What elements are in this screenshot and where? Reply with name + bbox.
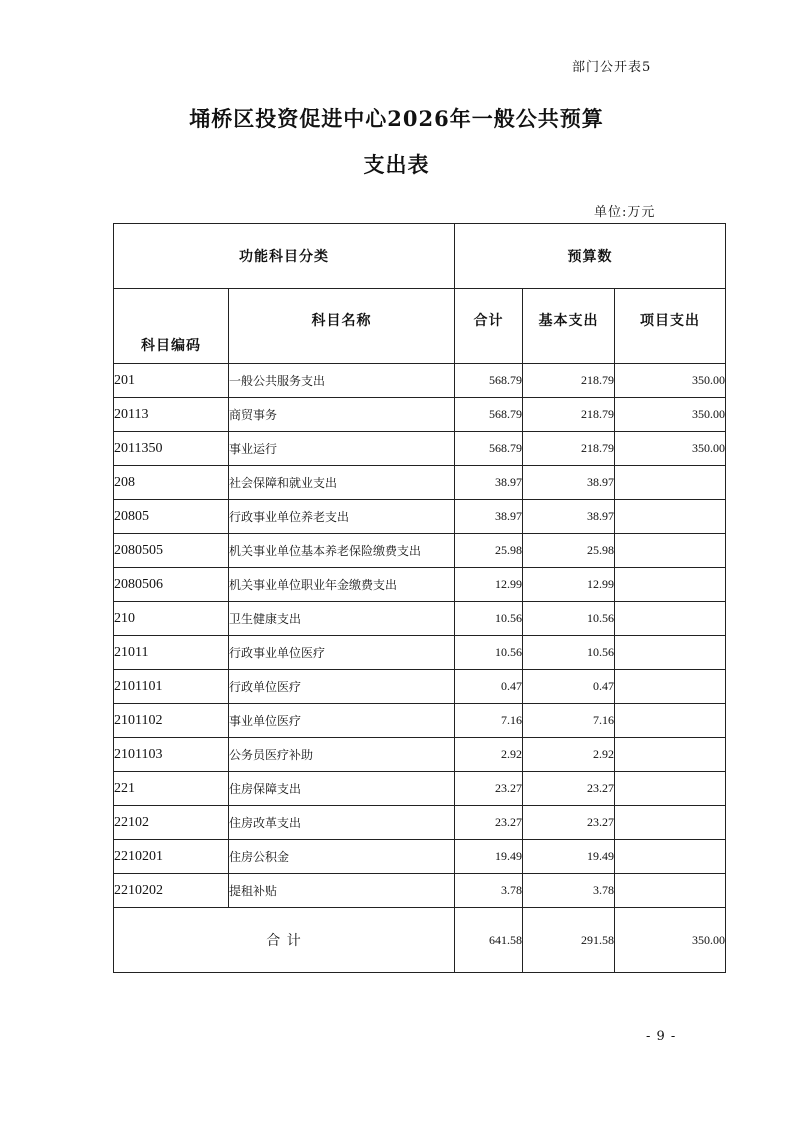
cell-total: 19.49 — [455, 840, 523, 874]
cell-name: 机关事业单位基本养老保险缴费支出 — [229, 534, 455, 568]
page-subtitle: 支出表 — [363, 152, 430, 177]
cell-basic: 218.79 — [523, 364, 615, 398]
cell-project — [615, 806, 726, 840]
cell-basic: 10.56 — [523, 636, 615, 670]
cell-project — [615, 602, 726, 636]
page-number: - 9 - — [646, 1029, 677, 1044]
cell-basic: 23.27 — [523, 772, 615, 806]
cell-code: 2080505 — [114, 534, 229, 568]
cell-project: 350.00 — [615, 398, 726, 432]
cell-total: 38.97 — [455, 466, 523, 500]
table-row — [114, 398, 726, 432]
total-basic: 291.58 — [523, 908, 615, 973]
cell-total: 568.79 — [455, 432, 523, 466]
cell-code: 201 — [114, 364, 229, 398]
table-row — [114, 670, 726, 704]
cell-project — [615, 670, 726, 704]
cell-code: 2101101 — [114, 670, 229, 704]
cell-name: 住房改革支出 — [229, 806, 455, 840]
cell-basic: 10.56 — [523, 602, 615, 636]
cell-basic: 3.78 — [523, 874, 615, 908]
cell-project — [615, 534, 726, 568]
header-basic: 基本支出 — [523, 289, 615, 364]
column-header-row — [114, 289, 726, 364]
cell-code: 2210201 — [114, 840, 229, 874]
cell-code: 2080506 — [114, 568, 229, 602]
cell-project: 350.00 — [615, 432, 726, 466]
table-row — [114, 534, 726, 568]
table-row — [114, 500, 726, 534]
cell-name: 住房保障支出 — [229, 772, 455, 806]
cell-basic: 25.98 — [523, 534, 615, 568]
table-row — [114, 432, 726, 466]
cell-total: 23.27 — [455, 806, 523, 840]
cell-name: 卫生健康支出 — [229, 602, 455, 636]
total-label: 合 计 — [114, 908, 455, 973]
cell-code: 2101102 — [114, 704, 229, 738]
cell-project — [615, 500, 726, 534]
cell-name: 行政单位医疗 — [229, 670, 455, 704]
cell-basic: 38.97 — [523, 500, 615, 534]
cell-total: 3.78 — [455, 874, 523, 908]
total-row — [114, 908, 726, 973]
table-row — [114, 806, 726, 840]
total-total: 641.58 — [455, 908, 523, 973]
cell-name: 事业单位医疗 — [229, 704, 455, 738]
table-row — [114, 602, 726, 636]
cell-name: 行政事业单位医疗 — [229, 636, 455, 670]
cell-total: 10.56 — [455, 602, 523, 636]
group-header-row — [114, 224, 726, 289]
table-row — [114, 738, 726, 772]
unit-label: 单位:万元 — [594, 205, 656, 220]
cell-total: 7.16 — [455, 704, 523, 738]
cell-basic: 218.79 — [523, 398, 615, 432]
cell-project — [615, 704, 726, 738]
cell-name: 商贸事务 — [229, 398, 455, 432]
cell-project: 350.00 — [615, 364, 726, 398]
cell-name: 一般公共服务支出 — [229, 364, 455, 398]
cell-project — [615, 636, 726, 670]
cell-code: 2101103 — [114, 738, 229, 772]
header-project: 项目支出 — [615, 289, 726, 364]
table-row — [114, 568, 726, 602]
cell-code: 221 — [114, 772, 229, 806]
budget-table — [113, 223, 726, 973]
cell-project — [615, 874, 726, 908]
cell-project — [615, 466, 726, 500]
cell-basic: 38.97 — [523, 466, 615, 500]
cell-project — [615, 772, 726, 806]
cell-project — [615, 568, 726, 602]
cell-basic: 2.92 — [523, 738, 615, 772]
cell-code: 20805 — [114, 500, 229, 534]
cell-basic: 19.49 — [523, 840, 615, 874]
cell-code: 2210202 — [114, 874, 229, 908]
cell-total: 0.47 — [455, 670, 523, 704]
cell-basic: 12.99 — [523, 568, 615, 602]
cell-basic: 23.27 — [523, 806, 615, 840]
cell-basic: 0.47 — [523, 670, 615, 704]
cell-total: 10.56 — [455, 636, 523, 670]
header-note: 部门公开表5 — [572, 60, 652, 75]
header-name: 科目名称 — [229, 289, 455, 364]
cell-name: 提租补贴 — [229, 874, 455, 908]
cell-total: 12.99 — [455, 568, 523, 602]
cell-total: 23.27 — [455, 772, 523, 806]
cell-code: 208 — [114, 466, 229, 500]
cell-total: 2.92 — [455, 738, 523, 772]
cell-total: 568.79 — [455, 364, 523, 398]
header-total: 合计 — [455, 289, 523, 364]
cell-name: 行政事业单位养老支出 — [229, 500, 455, 534]
cell-basic: 218.79 — [523, 432, 615, 466]
cell-code: 2011350 — [114, 432, 229, 466]
table-row — [114, 772, 726, 806]
cell-name: 事业运行 — [229, 432, 455, 466]
table-row — [114, 364, 726, 398]
header-classification: 功能科目分类 — [114, 224, 455, 289]
cell-total: 25.98 — [455, 534, 523, 568]
table-row — [114, 874, 726, 908]
cell-total: 38.97 — [455, 500, 523, 534]
total-project: 350.00 — [615, 908, 726, 973]
cell-project — [615, 738, 726, 772]
table-row — [114, 840, 726, 874]
cell-name: 社会保障和就业支出 — [229, 466, 455, 500]
header-code: 科目编码 — [114, 289, 229, 364]
table-row — [114, 466, 726, 500]
table-row — [114, 704, 726, 738]
cell-name: 公务员医疗补助 — [229, 738, 455, 772]
page-title: 埇桥区投资促进中心2026年一般公共预算 — [189, 106, 604, 131]
cell-name: 住房公积金 — [229, 840, 455, 874]
cell-code: 210 — [114, 602, 229, 636]
cell-project — [615, 840, 726, 874]
cell-total: 568.79 — [455, 398, 523, 432]
header-budget: 预算数 — [455, 224, 726, 289]
table-row — [114, 636, 726, 670]
cell-basic: 7.16 — [523, 704, 615, 738]
cell-name: 机关事业单位职业年金缴费支出 — [229, 568, 455, 602]
cell-code: 22102 — [114, 806, 229, 840]
cell-code: 20113 — [114, 398, 229, 432]
cell-code: 21011 — [114, 636, 229, 670]
